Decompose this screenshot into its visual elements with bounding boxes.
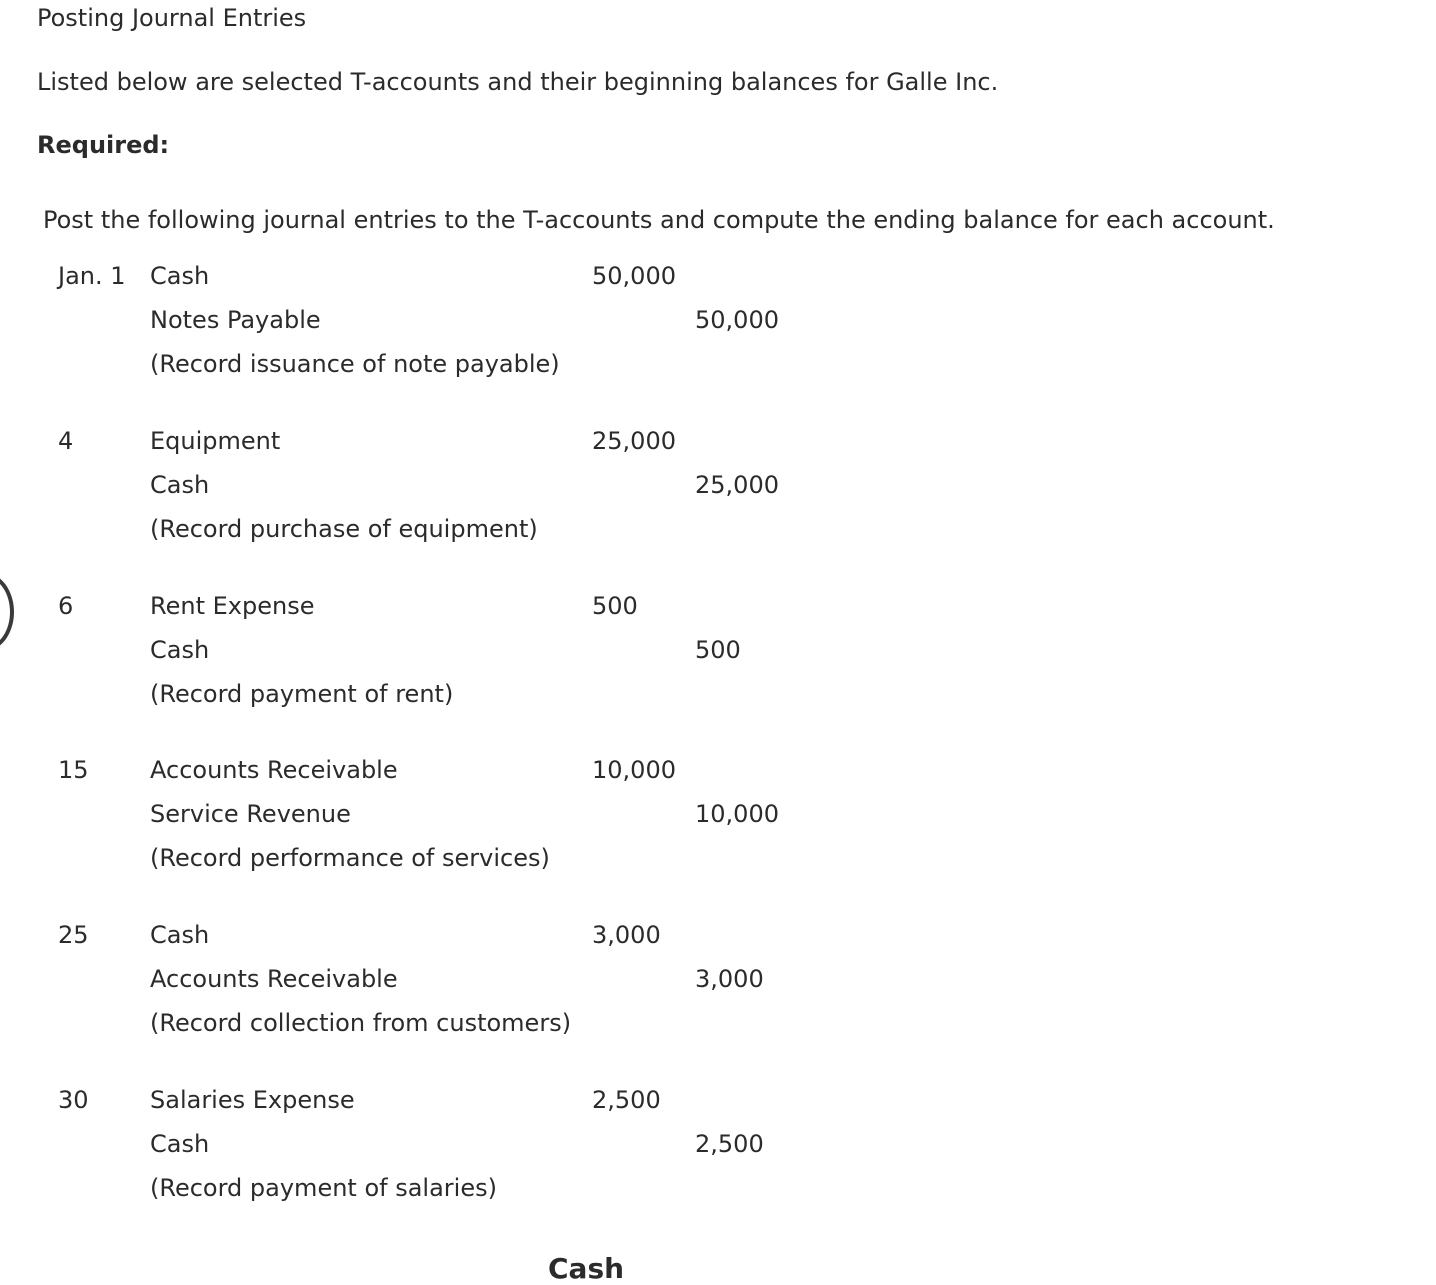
- debit-amount: 3,000: [592, 921, 661, 949]
- credit-amount: 50,000: [695, 306, 779, 334]
- entry-memo: (Record payment of salaries): [150, 1174, 497, 1202]
- journal-entry: [0, 756, 900, 906]
- debit-account: Cash: [150, 921, 210, 949]
- credit-amount: 2,500: [695, 1130, 764, 1158]
- entry-memo: (Record issuance of note payable): [150, 350, 560, 378]
- entry-memo: (Record purchase of equipment): [150, 515, 538, 543]
- debit-amount: 10,000: [592, 756, 676, 784]
- t-account-heading: Cash: [548, 1252, 625, 1285]
- debit-account: Salaries Expense: [150, 1086, 355, 1114]
- journal-entry: [0, 262, 900, 412]
- entry-date: 30: [58, 1086, 89, 1114]
- debit-account: Cash: [150, 262, 210, 290]
- journal-entry: [0, 592, 900, 742]
- entry-memo: (Record payment of rent): [150, 680, 454, 708]
- entry-date: 6: [58, 592, 74, 620]
- entry-date: 15: [58, 756, 89, 784]
- entry-date: 4: [58, 427, 74, 455]
- journal-entry: [0, 921, 900, 1071]
- debit-account: Equipment: [150, 427, 281, 455]
- entry-date: Jan. 1: [58, 262, 126, 290]
- credit-account: Cash: [150, 1130, 210, 1158]
- entry-memo: (Record collection from customers): [150, 1009, 572, 1037]
- journal-entry: [0, 427, 900, 577]
- credit-account: Notes Payable: [150, 306, 321, 334]
- debit-amount: 50,000: [592, 262, 676, 290]
- credit-amount: 25,000: [695, 471, 779, 499]
- debit-amount: 2,500: [592, 1086, 661, 1114]
- journal-entry: [0, 1086, 900, 1236]
- debit-account: Accounts Receivable: [150, 756, 398, 784]
- credit-amount: 10,000: [695, 800, 779, 828]
- credit-account: Cash: [150, 471, 210, 499]
- page-title: Posting Journal Entries: [37, 4, 307, 32]
- credit-account: Cash: [150, 636, 210, 664]
- credit-account: Accounts Receivable: [150, 965, 398, 993]
- debit-amount: 500: [592, 592, 638, 620]
- credit-account: Service Revenue: [150, 800, 351, 828]
- entry-memo: (Record performance of services): [150, 844, 550, 872]
- intro-text: Listed below are selected T-accounts and their beginning balances for Galle Inc.: [37, 68, 999, 96]
- entry-date: 25: [58, 921, 89, 949]
- required-label: Required:: [37, 131, 170, 159]
- instruction-text: Post the following journal entries to the T-accounts and compute the ending balance for each account.: [43, 206, 1275, 234]
- credit-amount: 500: [695, 636, 741, 664]
- credit-amount: 3,000: [695, 965, 764, 993]
- debit-amount: 25,000: [592, 427, 676, 455]
- debit-account: Rent Expense: [150, 592, 315, 620]
